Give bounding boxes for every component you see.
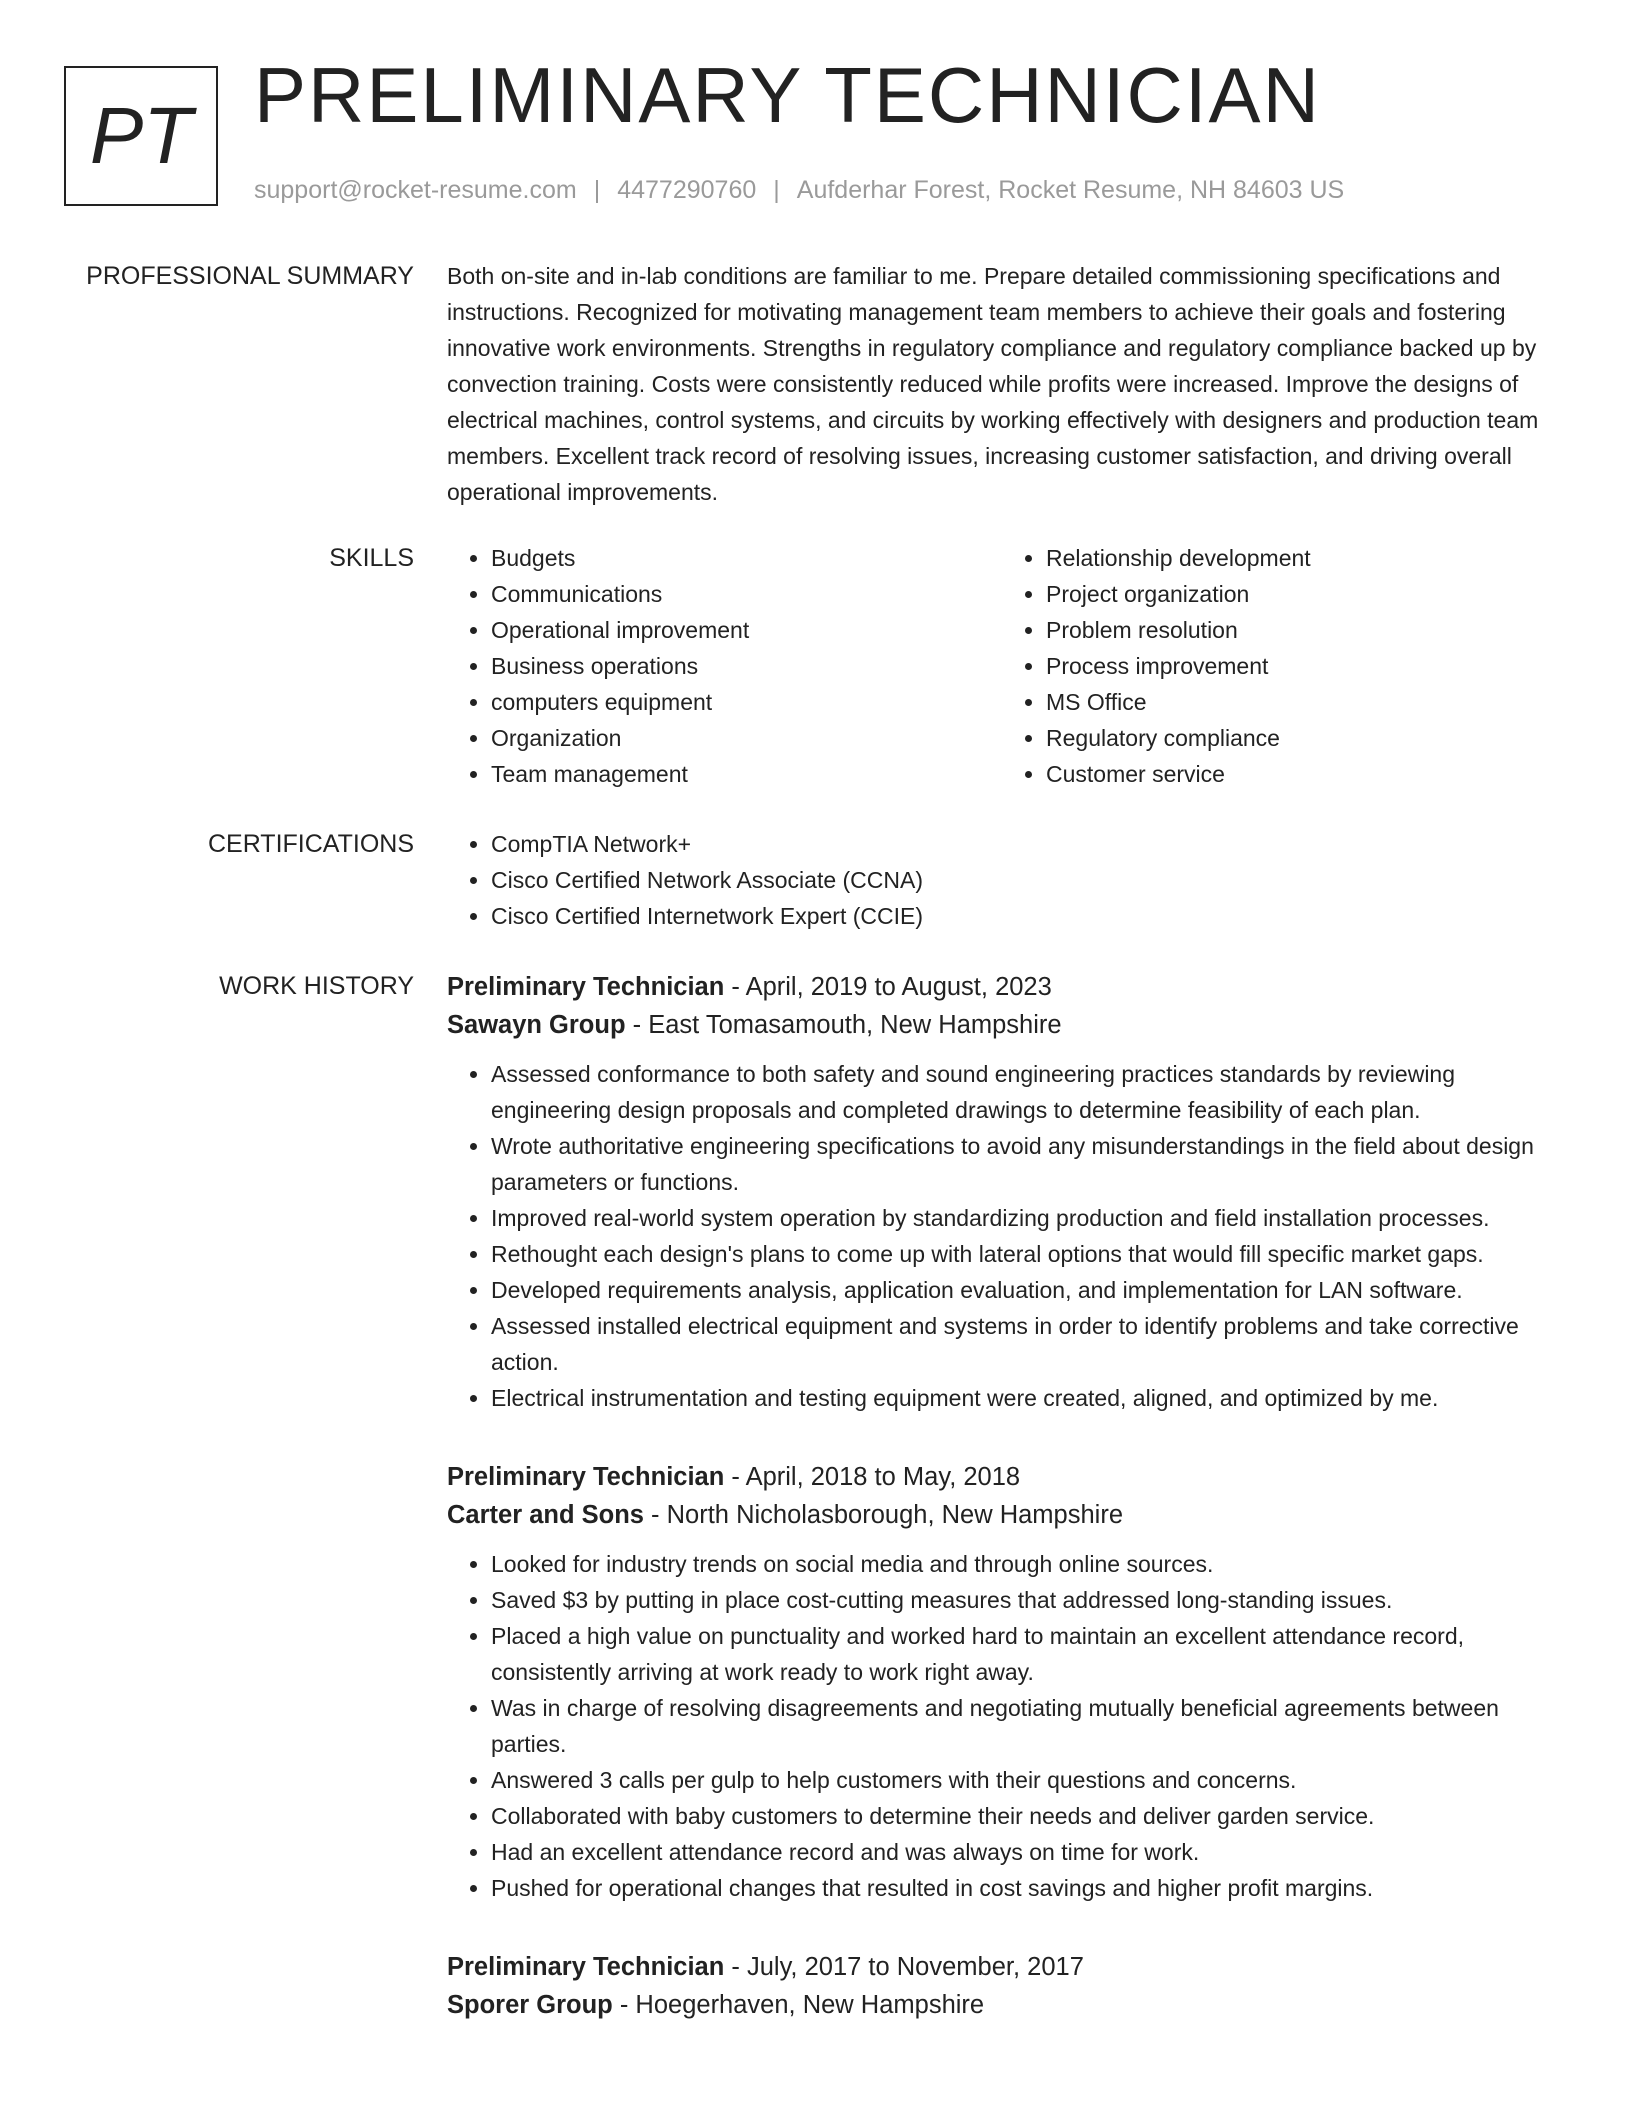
skill-item: • computers equipment xyxy=(491,684,1002,720)
job-bullet: • Had an excellent attendance record and was always on time for work. xyxy=(491,1834,1557,1870)
job-title-line xyxy=(447,1948,1557,1986)
job-bullet: • Improved real-world system operation by standardizing production and field installation processes. xyxy=(491,1200,1557,1236)
job-bullets xyxy=(447,1546,1557,1906)
job-title-line xyxy=(447,968,1557,1006)
contact-line xyxy=(254,176,1344,205)
skill-item: • MS Office xyxy=(1046,684,1557,720)
work-history-title: WORK HISTORY xyxy=(219,972,414,1000)
contact-separator: | xyxy=(773,176,780,204)
contact-separator: | xyxy=(593,176,601,204)
job-location: - Hoegerhaven, New Hampshire xyxy=(612,1991,985,2019)
skill-item: • Communications xyxy=(491,576,1002,612)
job-entry xyxy=(447,1948,1557,2024)
job-bullet: • Rethought each design's plans to come up with lateral options that would fill specific market gaps. xyxy=(491,1236,1557,1272)
job-bullets xyxy=(447,1056,1557,1416)
job-title-line xyxy=(447,1458,1557,1496)
job-bullet: • Electrical instrumentation and testing equipment were created, aligned, and optimized by me. xyxy=(491,1380,1557,1416)
job-role: Preliminary Technician xyxy=(447,1463,725,1491)
skill-item: • Process improvement xyxy=(1046,648,1557,684)
job-bullet: • Placed a high value on punctuality and worked hard to maintain an excellent attendance record, consistently arriving at work ready to work right away. xyxy=(491,1618,1557,1690)
job-company-line xyxy=(447,1986,1557,2024)
job-company: Sporer Group xyxy=(447,1991,613,2019)
job-company: Sawayn Group xyxy=(447,1011,626,1039)
job-bullet: • Collaborated with baby customers to determine their needs and deliver garden service. xyxy=(491,1798,1557,1834)
certification-item: • Cisco Certified Network Associate (CCNA) xyxy=(491,862,1557,898)
job-dates: - April, 2019 to August, 2023 xyxy=(724,973,1052,1001)
skill-item: • Team management xyxy=(491,756,1002,792)
job-location: - North Nicholasborough, New Hampshire xyxy=(643,1501,1124,1529)
job-location: - East Tomasamouth, New Hampshire xyxy=(625,1011,1062,1039)
job-bullet: • Pushed for operational changes that resulted in cost savings and higher profit margins. xyxy=(491,1870,1557,1906)
job-dates: - April, 2018 to May, 2018 xyxy=(724,1463,1021,1491)
certification-item: • Cisco Certified Internetwork Expert (CCIE) xyxy=(491,898,1557,934)
job-role: Preliminary Technician xyxy=(447,1953,725,1981)
skill-item: • Customer service xyxy=(1046,756,1557,792)
skill-item: • Relationship development xyxy=(1046,540,1557,576)
job-role: Preliminary Technician xyxy=(447,973,725,1001)
job-company-line xyxy=(447,1496,1557,1534)
job-bullet: • Assessed conformance to both safety and sound engineering practices standards by reviewing engineering design proposals and completed drawings to determine feasibility of each plan. xyxy=(491,1056,1557,1128)
job-company: Carter and Sons xyxy=(447,1501,644,1529)
skill-item: • Budgets xyxy=(491,540,1002,576)
job-bullet: • Was in charge of resolving disagreements and negotiating mutually beneficial agreements between parties. xyxy=(491,1690,1557,1762)
skill-item: • Business operations xyxy=(491,648,1002,684)
skill-item: • Regulatory compliance xyxy=(1046,720,1557,756)
summary-text: Both on-site and in-lab conditions are familiar to me. Prepare detailed commissioning specifications and instructions. Recognized for motivating management team members to achieve their goals and fostering innovative work environments. Strengths in regulatory compliance and regulatory compliance backed up by convection training. Costs were consistently reduced while profits were increased. Improve the designs of electrical machines, control systems, and circuits by working effectively with designers and production team members. Excellent track record of resolving issues, increasing customer satisfaction, and driving overall operational improvements. xyxy=(447,263,1539,505)
job-dates: - July, 2017 to November, 2017 xyxy=(724,1953,1084,1981)
job-entry xyxy=(447,1458,1557,1906)
skill-item: • Problem resolution xyxy=(1046,612,1557,648)
contact-phone[interactable]: 4477290760 xyxy=(617,176,757,204)
job-bullet: • Developed requirements analysis, application evaluation, and implementation for LAN software. xyxy=(491,1272,1557,1308)
summary-title: PROFESSIONAL SUMMARY xyxy=(86,262,414,290)
job-bullet: • Wrote authoritative engineering specifications to avoid any misunderstandings in the field about design parameters or functions. xyxy=(491,1128,1557,1200)
contact-address: Aufderhar Forest, Rocket Resume, NH 84603 US xyxy=(796,176,1345,204)
certifications-title: CERTIFICATIONS xyxy=(207,830,414,858)
skills-list-right xyxy=(1002,540,1557,792)
job-entry xyxy=(447,968,1557,1416)
resume-name: PRELIMINARY TECHNICIAN xyxy=(254,51,1321,139)
job-company-line xyxy=(447,1006,1557,1044)
skill-item: • Organization xyxy=(491,720,1002,756)
skill-item: • Project organization xyxy=(1046,576,1557,612)
job-bullet: • Answered 3 calls per gulp to help customers with their questions and concerns. xyxy=(491,1762,1557,1798)
certification-item: • CompTIA Network+ xyxy=(491,826,1557,862)
certifications-list xyxy=(447,826,1557,934)
initials-monogram: PT xyxy=(64,66,218,206)
job-bullet: • Assessed installed electrical equipment and systems in order to identify problems and take corrective action. xyxy=(491,1308,1557,1380)
skills-list-left xyxy=(447,540,1002,792)
job-bullet: • Saved $3 by putting in place cost-cutting measures that addressed long-standing issues. xyxy=(491,1582,1557,1618)
skill-item: • Operational improvement xyxy=(491,612,1002,648)
job-bullet: • Looked for industry trends on social media and through online sources. xyxy=(491,1546,1557,1582)
contact-email[interactable]: support@rocket-resume.com xyxy=(254,176,577,204)
skills-title: SKILLS xyxy=(329,544,414,572)
